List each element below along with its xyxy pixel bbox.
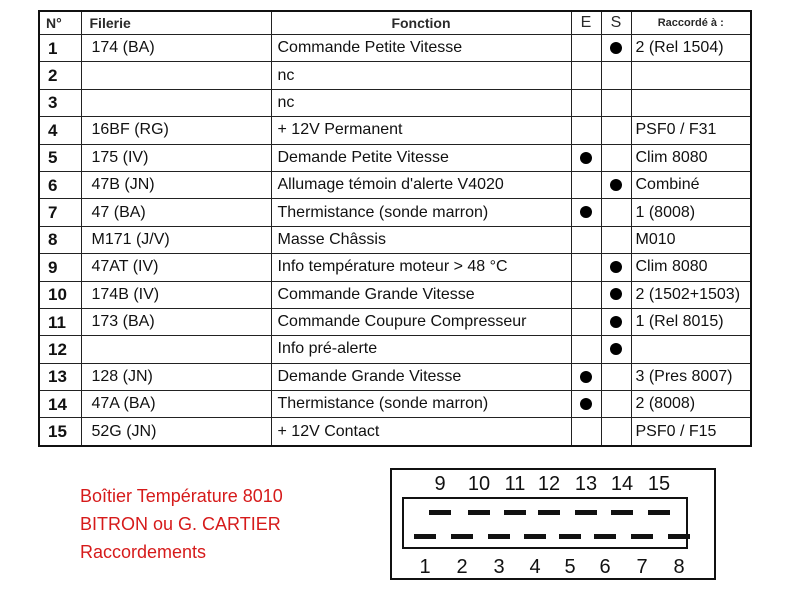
pin-number: 15	[39, 418, 81, 446]
pin-sortie	[601, 363, 631, 390]
pin-number: 14	[39, 391, 81, 418]
pin-entree	[571, 336, 601, 363]
pin-filerie: 128 (JN)	[81, 363, 271, 390]
pin-label-top: 13	[574, 473, 598, 495]
pin-filerie: 175 (IV)	[81, 144, 271, 171]
pin-fonction: + 12V Contact	[271, 418, 571, 446]
table-row	[39, 391, 751, 418]
pin-raccorde: 2 (8008)	[631, 391, 751, 418]
pin-label-bottom: 6	[599, 556, 611, 578]
pin-contact-top	[611, 510, 633, 515]
table-row	[39, 89, 751, 116]
pin-sortie	[601, 254, 631, 281]
pin-label-top: 11	[504, 473, 526, 495]
pin-label-top: 14	[610, 473, 634, 495]
pin-sortie	[601, 418, 631, 446]
pin-fonction: Allumage témoin d'alerte V4020	[271, 171, 571, 198]
pin-number: 7	[39, 199, 81, 226]
pin-filerie: 47B (JN)	[81, 171, 271, 198]
pin-fonction: nc	[271, 89, 571, 116]
pin-contact-bottom	[451, 534, 473, 539]
pin-fonction: Demande Petite Vitesse	[271, 144, 571, 171]
pin-entree	[571, 418, 601, 446]
pin-contact-bottom	[559, 534, 581, 539]
output-dot-icon	[610, 261, 622, 273]
pin-number: 2	[39, 62, 81, 89]
pin-filerie: 16BF (RG)	[81, 117, 271, 144]
table-row	[39, 117, 751, 144]
pin-raccorde: Clim 8080	[631, 254, 751, 281]
caption-title: Boîtier Température 8010	[80, 486, 283, 506]
pin-fonction: Thermistance (sonde marron)	[271, 199, 571, 226]
pin-entree	[571, 35, 601, 62]
pin-raccorde: PSF0 / F31	[631, 117, 751, 144]
table-row	[39, 144, 751, 171]
pin-contact-top	[575, 510, 597, 515]
pin-entree	[571, 171, 601, 198]
pin-entree	[571, 281, 601, 308]
pin-filerie: 52G (JN)	[81, 418, 271, 446]
pin-entree	[571, 144, 601, 171]
pin-contact-top	[468, 510, 490, 515]
output-dot-icon	[610, 343, 622, 355]
pin-contact-bottom	[668, 534, 690, 539]
table-row	[39, 336, 751, 363]
pin-raccorde: 1 (Rel 8015)	[631, 308, 751, 335]
pin-raccorde: Combiné	[631, 171, 751, 198]
table-row	[39, 418, 751, 446]
pin-contact-bottom	[631, 534, 653, 539]
pin-sortie	[601, 199, 631, 226]
pin-entree	[571, 226, 601, 253]
table-header-row	[39, 11, 751, 35]
pin-sortie	[601, 62, 631, 89]
table-row	[39, 308, 751, 335]
pin-entree	[571, 89, 601, 116]
pin-number: 12	[39, 336, 81, 363]
pin-label-bottom: 4	[529, 556, 541, 578]
pin-number: 8	[39, 226, 81, 253]
pin-sortie	[601, 117, 631, 144]
input-dot-icon	[580, 152, 592, 164]
output-dot-icon	[610, 316, 622, 328]
pin-fonction: Demande Grande Vitesse	[271, 363, 571, 390]
header-sortie: S	[601, 11, 631, 35]
pin-raccorde	[631, 336, 751, 363]
pin-number: 1	[39, 35, 81, 62]
pin-raccorde: 2 (Rel 1504)	[631, 35, 751, 62]
pin-filerie: M171 (J/V)	[81, 226, 271, 253]
pin-entree	[571, 117, 601, 144]
pin-contact-bottom	[594, 534, 616, 539]
pin-raccorde	[631, 89, 751, 116]
pin-label-top: 15	[647, 473, 671, 495]
pin-fonction: Commande Petite Vitesse	[271, 35, 571, 62]
pin-raccorde: 1 (8008)	[631, 199, 751, 226]
pin-number: 3	[39, 89, 81, 116]
pin-label-bottom: 3	[493, 556, 505, 578]
pin-sortie	[601, 35, 631, 62]
pin-number: 11	[39, 308, 81, 335]
pin-label-bottom: 1	[419, 556, 431, 578]
pin-filerie: 47AT (IV)	[81, 254, 271, 281]
input-dot-icon	[580, 206, 592, 218]
input-dot-icon	[580, 398, 592, 410]
pin-entree	[571, 254, 601, 281]
pin-number: 4	[39, 117, 81, 144]
pin-filerie: 47 (BA)	[81, 199, 271, 226]
pin-entree	[571, 199, 601, 226]
pin-contact-bottom	[524, 534, 546, 539]
table-row	[39, 226, 751, 253]
pin-filerie: 47A (BA)	[81, 391, 271, 418]
header-raccorde: Raccordé à :	[631, 11, 751, 35]
table-row	[39, 254, 751, 281]
pin-label-bottom: 2	[456, 556, 468, 578]
pin-filerie	[81, 336, 271, 363]
pin-raccorde: PSF0 / F15	[631, 418, 751, 446]
pin-filerie: 173 (BA)	[81, 308, 271, 335]
caption-block	[80, 482, 283, 566]
pin-number: 5	[39, 144, 81, 171]
pin-label-top: 12	[537, 473, 561, 495]
pin-fonction: Info température moteur > 48 °C	[271, 254, 571, 281]
header-entree: E	[571, 11, 601, 35]
table-row	[39, 281, 751, 308]
header-fonction: Fonction	[271, 11, 571, 35]
table-row	[39, 199, 751, 226]
pin-contact-top	[648, 510, 670, 515]
pin-rows	[39, 35, 751, 446]
pin-label-top: 9	[434, 473, 446, 495]
pin-sortie	[601, 226, 631, 253]
caption-subtitle: Raccordements	[80, 542, 207, 562]
pin-filerie: 174 (BA)	[81, 35, 271, 62]
pin-label-bottom: 5	[564, 556, 576, 578]
pin-filerie	[81, 89, 271, 116]
output-dot-icon	[610, 179, 622, 191]
table-row	[39, 171, 751, 198]
pin-fonction: Commande Coupure Compresseur	[271, 308, 571, 335]
pin-entree	[571, 62, 601, 89]
pin-contact-top	[504, 510, 526, 515]
pin-contact-top	[538, 510, 560, 515]
pin-label-bottom: 7	[636, 556, 648, 578]
pin-label-top: 10	[467, 473, 491, 495]
pin-raccorde: M010	[631, 226, 751, 253]
header-number: N°	[39, 11, 81, 35]
pin-fonction: Masse Châssis	[271, 226, 571, 253]
pin-sortie	[601, 391, 631, 418]
input-dot-icon	[580, 371, 592, 383]
pin-contact-bottom	[414, 534, 436, 539]
pin-contact-bottom	[488, 534, 510, 539]
table-row	[39, 35, 751, 62]
pin-raccorde	[631, 62, 751, 89]
pin-raccorde: Clim 8080	[631, 144, 751, 171]
header-filerie: Filerie	[81, 11, 271, 35]
pin-filerie	[81, 62, 271, 89]
pin-raccorde: 3 (Pres 8007)	[631, 363, 751, 390]
pin-number: 13	[39, 363, 81, 390]
pin-entree	[571, 363, 601, 390]
table-row	[39, 62, 751, 89]
connector-pinout-table	[38, 10, 752, 447]
pin-fonction: Thermistance (sonde marron)	[271, 391, 571, 418]
pin-number: 9	[39, 254, 81, 281]
pin-number: 10	[39, 281, 81, 308]
output-dot-icon	[610, 42, 622, 54]
pin-number: 6	[39, 171, 81, 198]
pin-label-bottom: 8	[673, 556, 685, 578]
pin-fonction: + 12V Permanent	[271, 117, 571, 144]
pin-fonction: nc	[271, 62, 571, 89]
caption-manufacturer: BITRON ou G. CARTIER	[80, 514, 281, 534]
pin-sortie	[601, 336, 631, 363]
pin-sortie	[601, 89, 631, 116]
connector-pin-body	[402, 497, 688, 549]
output-dot-icon	[610, 288, 622, 300]
pin-entree	[571, 308, 601, 335]
pin-contact-top	[429, 510, 451, 515]
pin-sortie	[601, 281, 631, 308]
pin-sortie	[601, 144, 631, 171]
pin-raccorde: 2 (1502+1503)	[631, 281, 751, 308]
pin-filerie: 174B (IV)	[81, 281, 271, 308]
pin-fonction: Commande Grande Vitesse	[271, 281, 571, 308]
pin-sortie	[601, 171, 631, 198]
table-row	[39, 363, 751, 390]
pin-sortie	[601, 308, 631, 335]
pin-fonction: Info pré-alerte	[271, 336, 571, 363]
pin-entree	[571, 391, 601, 418]
